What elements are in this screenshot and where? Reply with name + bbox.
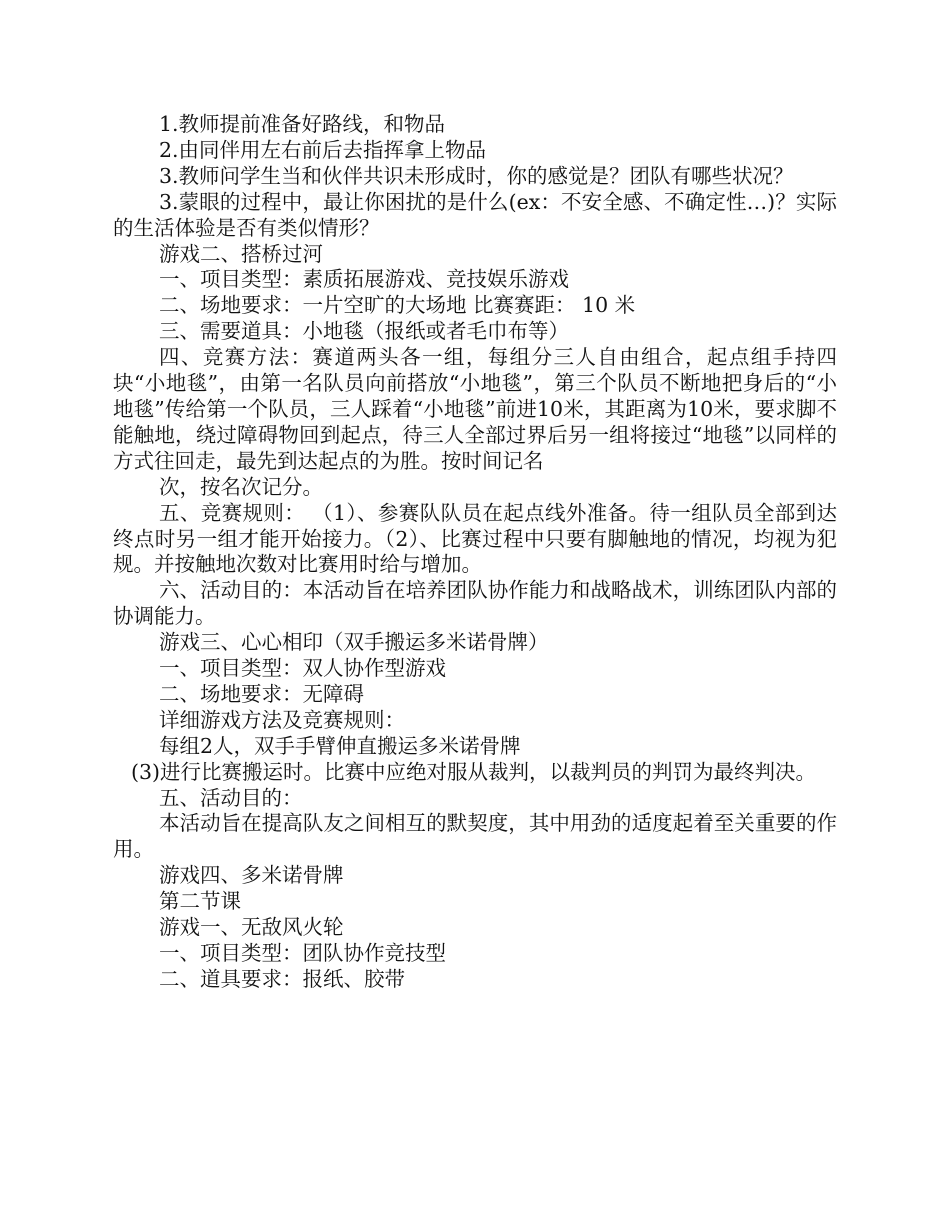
- paragraph: 二、场地要求：无障碍: [159, 681, 364, 706]
- paragraph: 三、需要道具：小地毯（报纸或者毛巾布等）: [159, 319, 569, 344]
- paragraph: 次，按名次记分。: [159, 474, 323, 499]
- paragraph: (3)进行比赛搬运时。比赛中应绝对服从裁判，以裁判员的判罚为最终判决。: [131, 759, 817, 784]
- document-page: [113, 112, 837, 993]
- section-heading: 游戏一、无敌风火轮: [159, 915, 344, 940]
- paragraph: 四、竞赛方法：赛道两头各一组，每组分三人自由组合，起点组手持四块“小地毯”，由第一名队员向前搭放“小地毯”，第三个队员不断地把身后的“小地毯”传给第一个队员，三人踩着“小地毯”前进10米，其距离为10米，要求脚不能触地，绕过障碍物回到起点，待三人全部过界后另一组将接过“地毯”以同样的方式往回走，最先到达起点的为胜。按时间记名: [113, 345, 837, 473]
- section-heading: 第二节课: [159, 889, 241, 914]
- paragraph: 本活动旨在提高队友之间相互的默契度，其中用劲的适度起着至关重要的作用。: [113, 811, 837, 862]
- section-heading: 游戏四、多米诺骨牌: [159, 863, 344, 888]
- paragraph: 1.教师提前准备好路线，和物品: [159, 112, 446, 136]
- paragraph: 3.教师问学生当和伙伴共识未形成时，你的感觉是？团队有哪些状况？: [159, 163, 794, 188]
- paragraph: 每组2人，双手手臂伸直搬运多米诺骨牌: [159, 733, 521, 758]
- paragraph: 一、项目类型：双人协作型游戏: [159, 656, 446, 681]
- paragraph: 2.由同伴用左右前后去指挥拿上物品: [159, 137, 487, 162]
- section-heading: 游戏二、搭桥过河: [159, 241, 323, 266]
- paragraph: 五、活动目的：: [159, 785, 303, 810]
- paragraph: 详细游戏方法及竞赛规则：: [159, 707, 405, 732]
- paragraph: 六、活动目的：本活动旨在培养团队协作能力和战略战术，训练团队内部的协调能力。: [113, 578, 837, 629]
- paragraph: 一、项目类型：素质拓展游戏、竞技娱乐游戏: [159, 267, 569, 292]
- paragraph: 二、道具要求：报纸、胶带: [159, 966, 405, 991]
- paragraph: 3.蒙眼的过程中，最让你困扰的是什么(ex：不安全感、不确定性…)？实际的生活体验是否有类似情形？: [113, 189, 837, 240]
- paragraph: 一、项目类型：团队协作竞技型: [159, 941, 446, 965]
- paragraph: 二、场地要求：一片空旷的大场地 比赛赛距： 10 米: [159, 293, 636, 318]
- section-heading: 游戏三、心心相印（双手搬运多米诺骨牌）: [159, 630, 549, 655]
- paragraph: 五、竞赛规则： （1）、参赛队队员在起点线外准备。待一组队员全部到达终点时另一组才能开始接力。（2）、比赛过程中只要有脚触地的情况，均视为犯规。并按触地次数对比赛用时给与增加。: [113, 500, 837, 577]
